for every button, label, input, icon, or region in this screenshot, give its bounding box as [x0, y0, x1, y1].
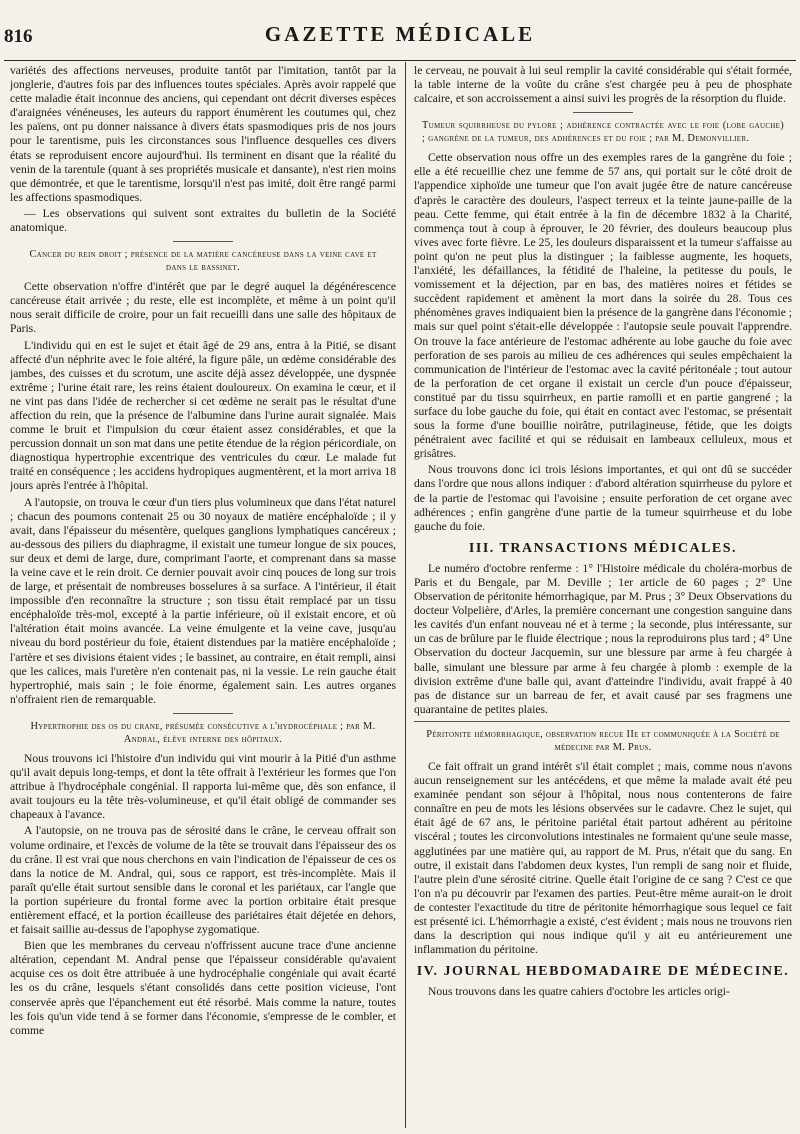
- paragraph: Cette observation n'offre d'intérêt que par le degré auquel la dégénérescence cancéreuse était arrivée ; du reste, elle est incomplète, et même à un point qu'il nous serait difficile de croire, pour un fait recueilli dans une salle des hôpitaux de Paris.: [10, 280, 396, 336]
- paragraph: Bien que les membranes du cerveau n'offrissent aucune trace d'une ancienne altération, cependant M. Andral pense que l'épaisseur considérable qu'avaient acquise ces os doit être attribuée à une hydrocéphalie congéniale qui avait écarté les os du crâne, lesquels s'étant consolidés dans cette position vicieuse, l'ont conservée après que l'épanchement eut été résorbé. Mais comme la nature, toutes les fois qu'un vide tend à se former dans l'économie, s'empresse de le combler, et comme: [10, 939, 396, 1037]
- article-heading: Tumeur squirrheuse du pylore ; adhérence contractée avec le foie (lobe gauche) ; gangrène de la tumeur, des adhérences et du foie ; par M. Demonvillier.: [422, 120, 784, 145]
- section-heading: IV. JOURNAL HEBDOMADAIRE DE MÉDECINE.: [416, 964, 790, 980]
- paragraph: Nous trouvons ici l'histoire d'un individu qui vint mourir à la Pitié d'un asthme qu'il avait depuis long-temps, et dont la tête offrait à l'extérieur les formes que l'on attribue à l'hydrocéphale congénial. Il rapporta lui-même que, dès son enfance, il avait toujours eu la tête très-volumineuse, et qu'il était obligé de commander ses chapeaux à l'avance.: [10, 751, 396, 822]
- paragraph: A l'autopsie, on ne trouva pas de sérosité dans le crâne, le cerveau offrait son volume ordinaire, et l'excès de volume de la tête se trouvait dans l'épaisseur des os du crâne. Il est vrai que nous cherchons en vain l'indication de l'épaisseur de ces os dans la notice de M. Andral, qui, sous ce rapport, est très-incomplète. Mais il paraît qu'elle était surtout sensible dans le coronal et les pariétaux, car l'angle que la portion supérieure du frontal forme avec la portion orbitaire était presque entièrement effacé, et la portion écailleuse des pariétaires était déjetée en dehors, et faisait saillie au-dessus de l'apophyse zygomatique.: [10, 824, 396, 937]
- paragraph: A l'autopsie, on trouva le cœur d'un tiers plus volumineux que dans l'état naturel ; chacun des poumons contenait 25 ou 30 noyaux de matière encéphaloïde ; il y avait, dans l'épaisseur du mésentère, quelques ganglions lymphatiques cancéreux ; au-dessous des piliers du diaphragme, il existait une tumeur longue de six pouces, sur deux et demi de large, dure, comprimant l'aorte, et comprenant dans sa masse la veine cave et le rein droit. Ce dernier pouvait avoir cinq pouces de long sur trois de large, et présentait de nombreuses bosselures à sa surface. A l'intérieur, il était impossible d'en reconnaître la structure ; son tissu était remplacé par un tissu encéphaloïde très-mol, excepté à la partie inférieure, où il existait encore, et où l'altération était moins avancée. La veine émulgente et la veine cave, jusqu'au niveau du bord postérieur du foie, étaient distendues par la matière encéphaloïde ; l'artère et ses divisions étaient vides ; le bassinet, au contraire, en était rempli, ainsi que les calices, mais l'uretère n'en contenait pas, ni la vessie. Le rein gauche était hypertrophié, mais sain ; le foie énorme, également sain. Les autres organes n'offraient rien de remarquable.: [10, 495, 396, 706]
- paragraph: le cerveau, ne pouvait à lui seul remplir la cavité considérable qui s'était formée, la table interne de la voûte du crâne s'est chargée peu à peu de phosphate calcaire, et son accroissement a ainsi suivi les progrès de la résorption du fluide.: [414, 64, 792, 106]
- page-header: [0, 12, 800, 52]
- separator-rule: [173, 713, 233, 714]
- paragraph: Cette observation nous offre un des exemples rares de la gangrène du foie ; elle a été recueillie chez une femme de 57 ans, qui portait sur le côté droit de l'appendice xiphoïde une tumeur que l'on avait jugée être de nature cancéreuse d'après le caractère des douleurs, l'aspect terreux et la teinte jaune-paille de la peau. Cette femme, qui était entrée à la fin de décembre 1832 à la Charité, commença tout à coup à éprouver, le 20 février, des douleurs beaucoup plus vives avec forte fièvre. Le 25, les douleurs disparaissent et la tumeur s'affaisse au point qu'on ne peut plus la distinguer ; la faiblesse augmente, les hoquets, l'anxiété, les défaillances, la fétidité de l'haleine, la petitesse du pouls, le vomissement et la déjection, par en bas, des matières noires et fétides se succèdent rapidement et amènent la mort dans la soirée du 28. Tous ces phénomènes graves indiquaient bien la présence de la gangrène dans l'économie ; mais sur quel point s'était-elle développée : l'autopsie seule pouvait l'apprendre. On trouve la face antérieure de l'estomac adhérente au lobe gauche du foie avec perforation de ses parois au milieu de ces adhérences qui seules empêchaient la communication de l'intérieur de l'estomac avec la cavité péritonéale ; tout autour de la perforation de cet organe il existait un cercle d'un pouce d'épaisseur, constitué par du tissu squirrheux, en partie ramolli et en partie gangrené ; la surface du lobe gauche du foie, qui était en contact avec l'estomac, se présentait sous la forme d'une bouillie noirâtre, putrilagineuse, fétide, que les doigts pénétraient avec facilité et qui se réduisait en lambeaux celluleux, mous et grisâtres.: [414, 151, 792, 461]
- paragraph: — Les observations qui suivent sont extraites du bulletin de la Société anatomique.: [10, 206, 396, 235]
- paragraph: Nous trouvons dans les quatre cahiers d'octobre les articles origi-: [428, 985, 730, 999]
- page-number: 816: [4, 26, 33, 47]
- paragraph: Le numéro d'octobre renferme : 1° l'Histoire médicale du choléra-morbus de Paris et du Bengale, par M. Deville ; 1er article de 60 pages ; 2° Une Observation de péritonite hémorrhagique, par M. Prus ; 3° Deux Observations du docteur Volpelière, d'Arles, la première concernant une congestion sanguine dans les cavités d'un enfant nouveau né et à terme ; la seconde, plus intéressante, sur un cas de brûlure par le fluide électrique ; nous la reproduirons plus tard ; 4° Une Observation du docteur Jacquemin, sur une blessure par arme à feu chargée à balle, simulant une blessure par arme à feu chargée à plomb : exemple de la division extrême d'une balle qui, avant d'atteindre l'individu, avait frappé à 40 pas de distance sur un barreau de fer, et avait causé par ses fragmens une quarantaine de petites plaies.: [414, 561, 792, 716]
- column-divider: [405, 62, 406, 1128]
- article-heading: Péritonite hémorrhagique, observation recue IIe et communiquée à la Société de médecine par M. Prus.: [426, 728, 780, 753]
- section-heading: III. TRANSACTIONS MÉDICALES.: [468, 540, 738, 556]
- paragraph: Ce fait offrait un grand intérêt s'il était complet ; mais, comme nous n'avons aucun renseignement sur les antécédens, et que même la malade avait été peu examinée pendant son séjour à l'hôpital, nous nous contenterons de faire connaître en peu de mots les lésions observées sur le cadavre. Chez le sujet, qui était âgé de 67 ans, le péritoine pariétal était partout adhérent au péritoine viscéral ; toutes les circonvolutions intestinales ne formaient qu'une seule masse, agglutinées par une matière qui, au rapport de M. Prus, n'était que du sang. En outre, il existait dans l'abdomen deux kystes, l'un rempli de sang noir et fluide, l'autre plein d'une sérosité citrine. Quelle était l'origine de ce sang ? C'est ce que l'on n'a pu découvrir par l'examen des parties. Peut-être même aurait-on le droit de contester l'exactitude du titre de péritonite hémorrhagique sous lequel ce fait est présenté ici. L'hémorrhagie a existé, c'est évident ; mais nous ne trouvons rien dans la description qui nous indique qu'il y ait eu antérieurement une inflammation du péritoine.: [414, 759, 792, 957]
- article-heading: Cancer du rein droit ; présence de la matière cancéreuse dans la veine cave et dans le bassinet.: [29, 249, 377, 274]
- masthead-title: GAZETTE MÉDICALE: [264, 22, 536, 46]
- header-rule: [4, 60, 796, 61]
- separator-rule: [414, 721, 790, 722]
- left-column: [10, 64, 396, 1126]
- paragraph: Nous trouvons donc ici trois lésions importantes, et qui ont dû se succéder dans l'ordre que nous allons indiquer : d'abord altération squirrheuse du pylore et de la partie de l'estomac qui l'avoisine ; ensuite perforation de cet organe avec adhérences ; enfin gangrène d'une partie de la tumeur squirrheuse et du lobe gauche du foie.: [414, 463, 792, 533]
- paragraph: variétés des affections nerveuses, produite tantôt par l'imitation, tantôt par la jonglerie, d'autres fois par des influences toutes spéciales. Après avoir rappelé que cette maladie était inconnue des anciens, qui cependant ont décrit diverses espèces d'araignées vénéneuses, les auteurs du rapport énumèrent les coutumes qui, chez les païens, ont pu donner naissance à divers états spasmodiques pris de nos jours pour le tarentisme, puis les circonstances sous l'influence desquelles ces divers états se reproduisent encore aujourd'hui. Ils terminent en disant que la réalité du venin de la tarentule (quant à ses propriétés musicale et dansante), n'est rien moins que démontrée, et que le tarentisme, lorsqu'il n'est pas imité, doit être rangé parmi les affections spasmodiques.: [10, 64, 396, 204]
- separator-rule: [173, 241, 233, 242]
- article-heading: Hypertrophie des os du crane, présumée consécutive a l'hydrocéphale ; par M. Andral, élève interne des hôpitaux.: [30, 720, 376, 745]
- paragraph: L'individu qui en est le sujet et était âgé de 29 ans, entra à la Pitié, se disant affecté d'un néphrite avec le foie altéré, la figure pâle, un œdème considérable des jambes, des cuisses et du scrotum, une ascite déjà assez développée, une dyspnée extrême ; l'urine était rare, les reins étaient douloureux. On examina le cœur, et il ne vint pas dans l'idée de rechercher si cet œdème ne serait pas le résultat d'une affection du rein, que la présence de l'albumine dans l'urine aurait signalée. Mais comme le bruit et l'impulsion du cœur étaient assez considérables, et que la percussion donnait un son mat dans une petite étendue de la région péricordiale, on diagnostiqua hypertrophie excentrique des ventricules du cœur. Le malade fut traité en conséquence ; les accidens hydropiques augmentèrent, et la mort arriva 18 jours après l'entrée à l'hôpital.: [10, 338, 396, 493]
- right-column: [414, 64, 792, 1126]
- separator-rule: [573, 112, 633, 113]
